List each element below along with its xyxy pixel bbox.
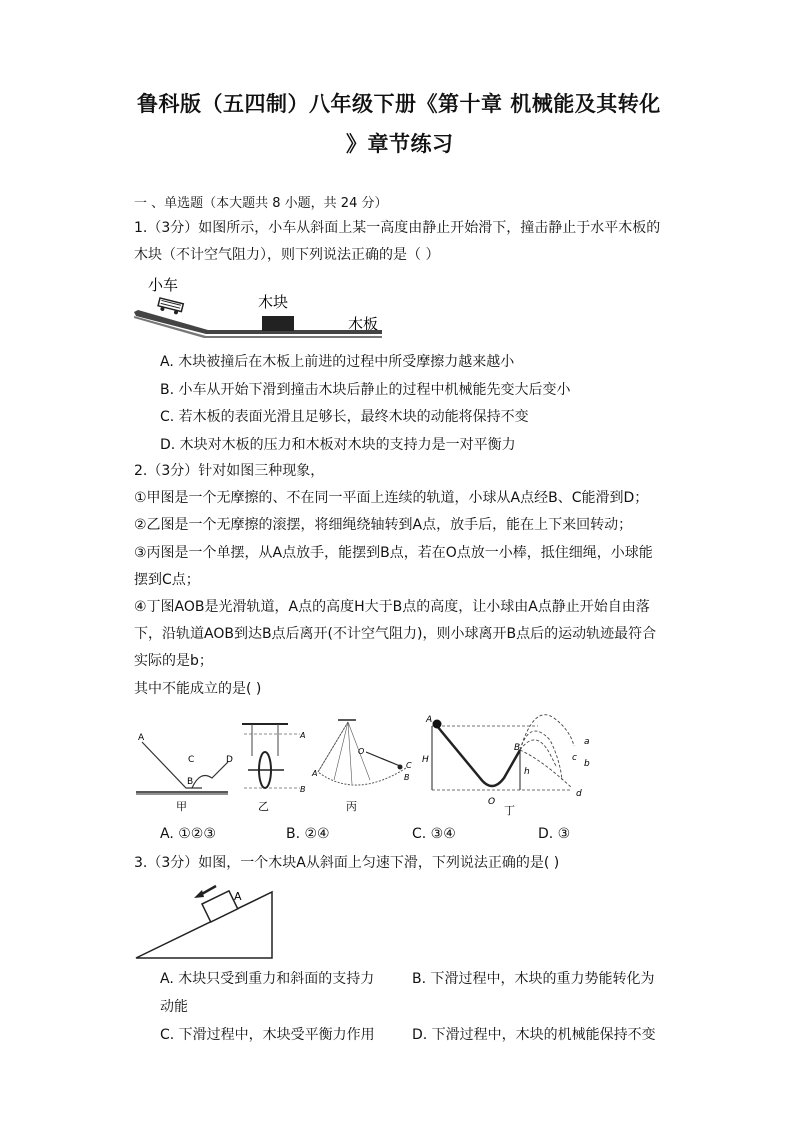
q2-ding-label-o: O — [488, 797, 496, 807]
q2-figure — [130, 710, 600, 830]
q2-ding-label-a: A — [426, 715, 433, 725]
q1-stem-line2: 木块（不计空气阻力），则下列说法正确的是（ ） — [134, 247, 440, 263]
q2-caption-jia: 甲 — [176, 800, 187, 813]
q3-option-c[interactable]: C. 下滑过程中，木块受平衡力作用 — [160, 1027, 375, 1043]
q2-jia-label-b: B — [187, 777, 194, 787]
q3-figure — [134, 880, 284, 962]
q3-stem: 3.（3分）如图，一个木块A从斜面上匀速下滑，下列说法正确的是( ) — [134, 855, 560, 871]
q2-question: 其中不能成立的是( ) — [134, 681, 262, 697]
q2-figure-yi — [242, 724, 306, 813]
q2-bing-label-c: C — [406, 761, 412, 770]
q1-incline — [134, 310, 382, 334]
q1-block — [262, 316, 294, 331]
q3-block-label: A — [234, 890, 242, 903]
q2-statement-1: ①甲图是一个无摩擦的、不在同一平面上连续的轨道，小球从A点经B、C能滑到D； — [134, 490, 649, 506]
q2-ding-label-h-small: h — [524, 767, 530, 777]
q3-option-d[interactable]: D. 下滑过程中，木块的机械能保持不变 — [412, 1027, 656, 1043]
q2-jia-label-a: A — [138, 733, 145, 743]
q2-bing-label-a: A — [312, 769, 318, 778]
q2-caption-yi: 乙 — [258, 800, 269, 813]
q1-option-a[interactable]: A. 木块被撞后在木板上前进的过程中所受摩擦力越来越小 — [160, 354, 515, 370]
q2-jia-label-d: D — [226, 755, 233, 765]
q3-option-a[interactable]: A. 木块只受到重力和斜面的支持力 — [160, 971, 375, 987]
q2-ding-label-a-path: a — [584, 737, 590, 747]
q3-option-b-line1[interactable]: B. 下滑过程中，木块的重力势能转化为 — [412, 971, 655, 987]
q2-yi-label-a: A — [300, 731, 306, 740]
q1-stem-line1: 1.（3分）如图所示，小车从斜面上某一高度由静止开始滑下，撞击静止于水平木板的 — [134, 220, 661, 236]
page-title-line2: 》章节练习 — [346, 132, 454, 156]
q1-option-c[interactable]: C. 若木板的表面光滑且足够长，最终木块的动能将保持不变 — [160, 409, 529, 425]
q2-ding-label-b-path: b — [584, 759, 590, 769]
q2-caption-ding: 丁 — [504, 804, 515, 817]
q2-statement-3a: ③丙图是一个单摆，从A点放手，能摆到B点，若在O点放一小棒，抵住细绳，小球能 — [134, 545, 653, 561]
q2-yi-label-b: B — [300, 785, 306, 794]
q2-bing-label-o: O — [358, 747, 365, 756]
q2-option-c[interactable]: C. ③④ — [412, 826, 456, 842]
q2-intro: 2.（3分）针对如图三种现象， — [134, 463, 325, 479]
q2-statement-4a: ④丁图AOB是光滑轨道，A点的高度H大于B点的高度，让小球由A点静止开始自由落 — [134, 599, 650, 615]
q1-label-cart: 小车 — [148, 276, 179, 294]
q3-incline — [136, 892, 272, 958]
q2-figure-jia — [136, 733, 233, 813]
q2-statement-4c: 实际的是b； — [134, 653, 213, 669]
q1-option-b[interactable]: B. 小车从开始下滑到撞击木块后静止的过程中机械能先变大后变小 — [160, 382, 571, 398]
section-heading: 一 、单选题（本大题共 8 小题，共 24 分） — [134, 196, 388, 211]
q1-label-board: 木板 — [348, 315, 379, 333]
q1-cart — [157, 298, 183, 315]
q2-figure-ding — [422, 715, 590, 817]
q2-option-a[interactable]: A. ①②③ — [160, 826, 216, 842]
q1-label-block: 木块 — [258, 293, 289, 311]
q2-ding-label-h-big: H — [422, 755, 429, 765]
q2-option-b[interactable]: B. ②④ — [286, 826, 330, 842]
q2-jia-label-c: C — [188, 755, 195, 765]
page-title-line1: 鲁科版（五四制）八年级下册《第十章 机械能及其转化 — [137, 92, 661, 116]
q2-figure-bing — [311, 720, 412, 813]
q2-statement-2: ②乙图是一个无摩擦的滚摆，将细绳绕轴转到A点，放手后，能在上下来回转动； — [134, 517, 633, 533]
q3-block — [202, 891, 238, 922]
q2-caption-bing: 丙 — [346, 800, 357, 813]
q2-ding-label-c-path: c — [572, 753, 577, 763]
q1-option-d[interactable]: D. 木块对木板的压力和木板对木块的支持力是一对平衡力 — [160, 437, 516, 453]
q2-bing-label-b: B — [404, 773, 410, 782]
q2-ding-label-b: B — [514, 743, 521, 753]
q2-statement-3b: 摆到C点； — [134, 572, 200, 588]
q1-figure — [130, 272, 400, 342]
q2-option-d[interactable]: D. ③ — [538, 826, 571, 842]
q2-statement-4b: 下，沿轨道AOB到达B点后离开(不计空气阻力)，则小球离开B点后的运动轨迹最符合 — [134, 626, 657, 642]
q2-ding-label-d-path: d — [576, 789, 582, 799]
q3-option-b-line2[interactable]: 动能 — [160, 999, 188, 1015]
